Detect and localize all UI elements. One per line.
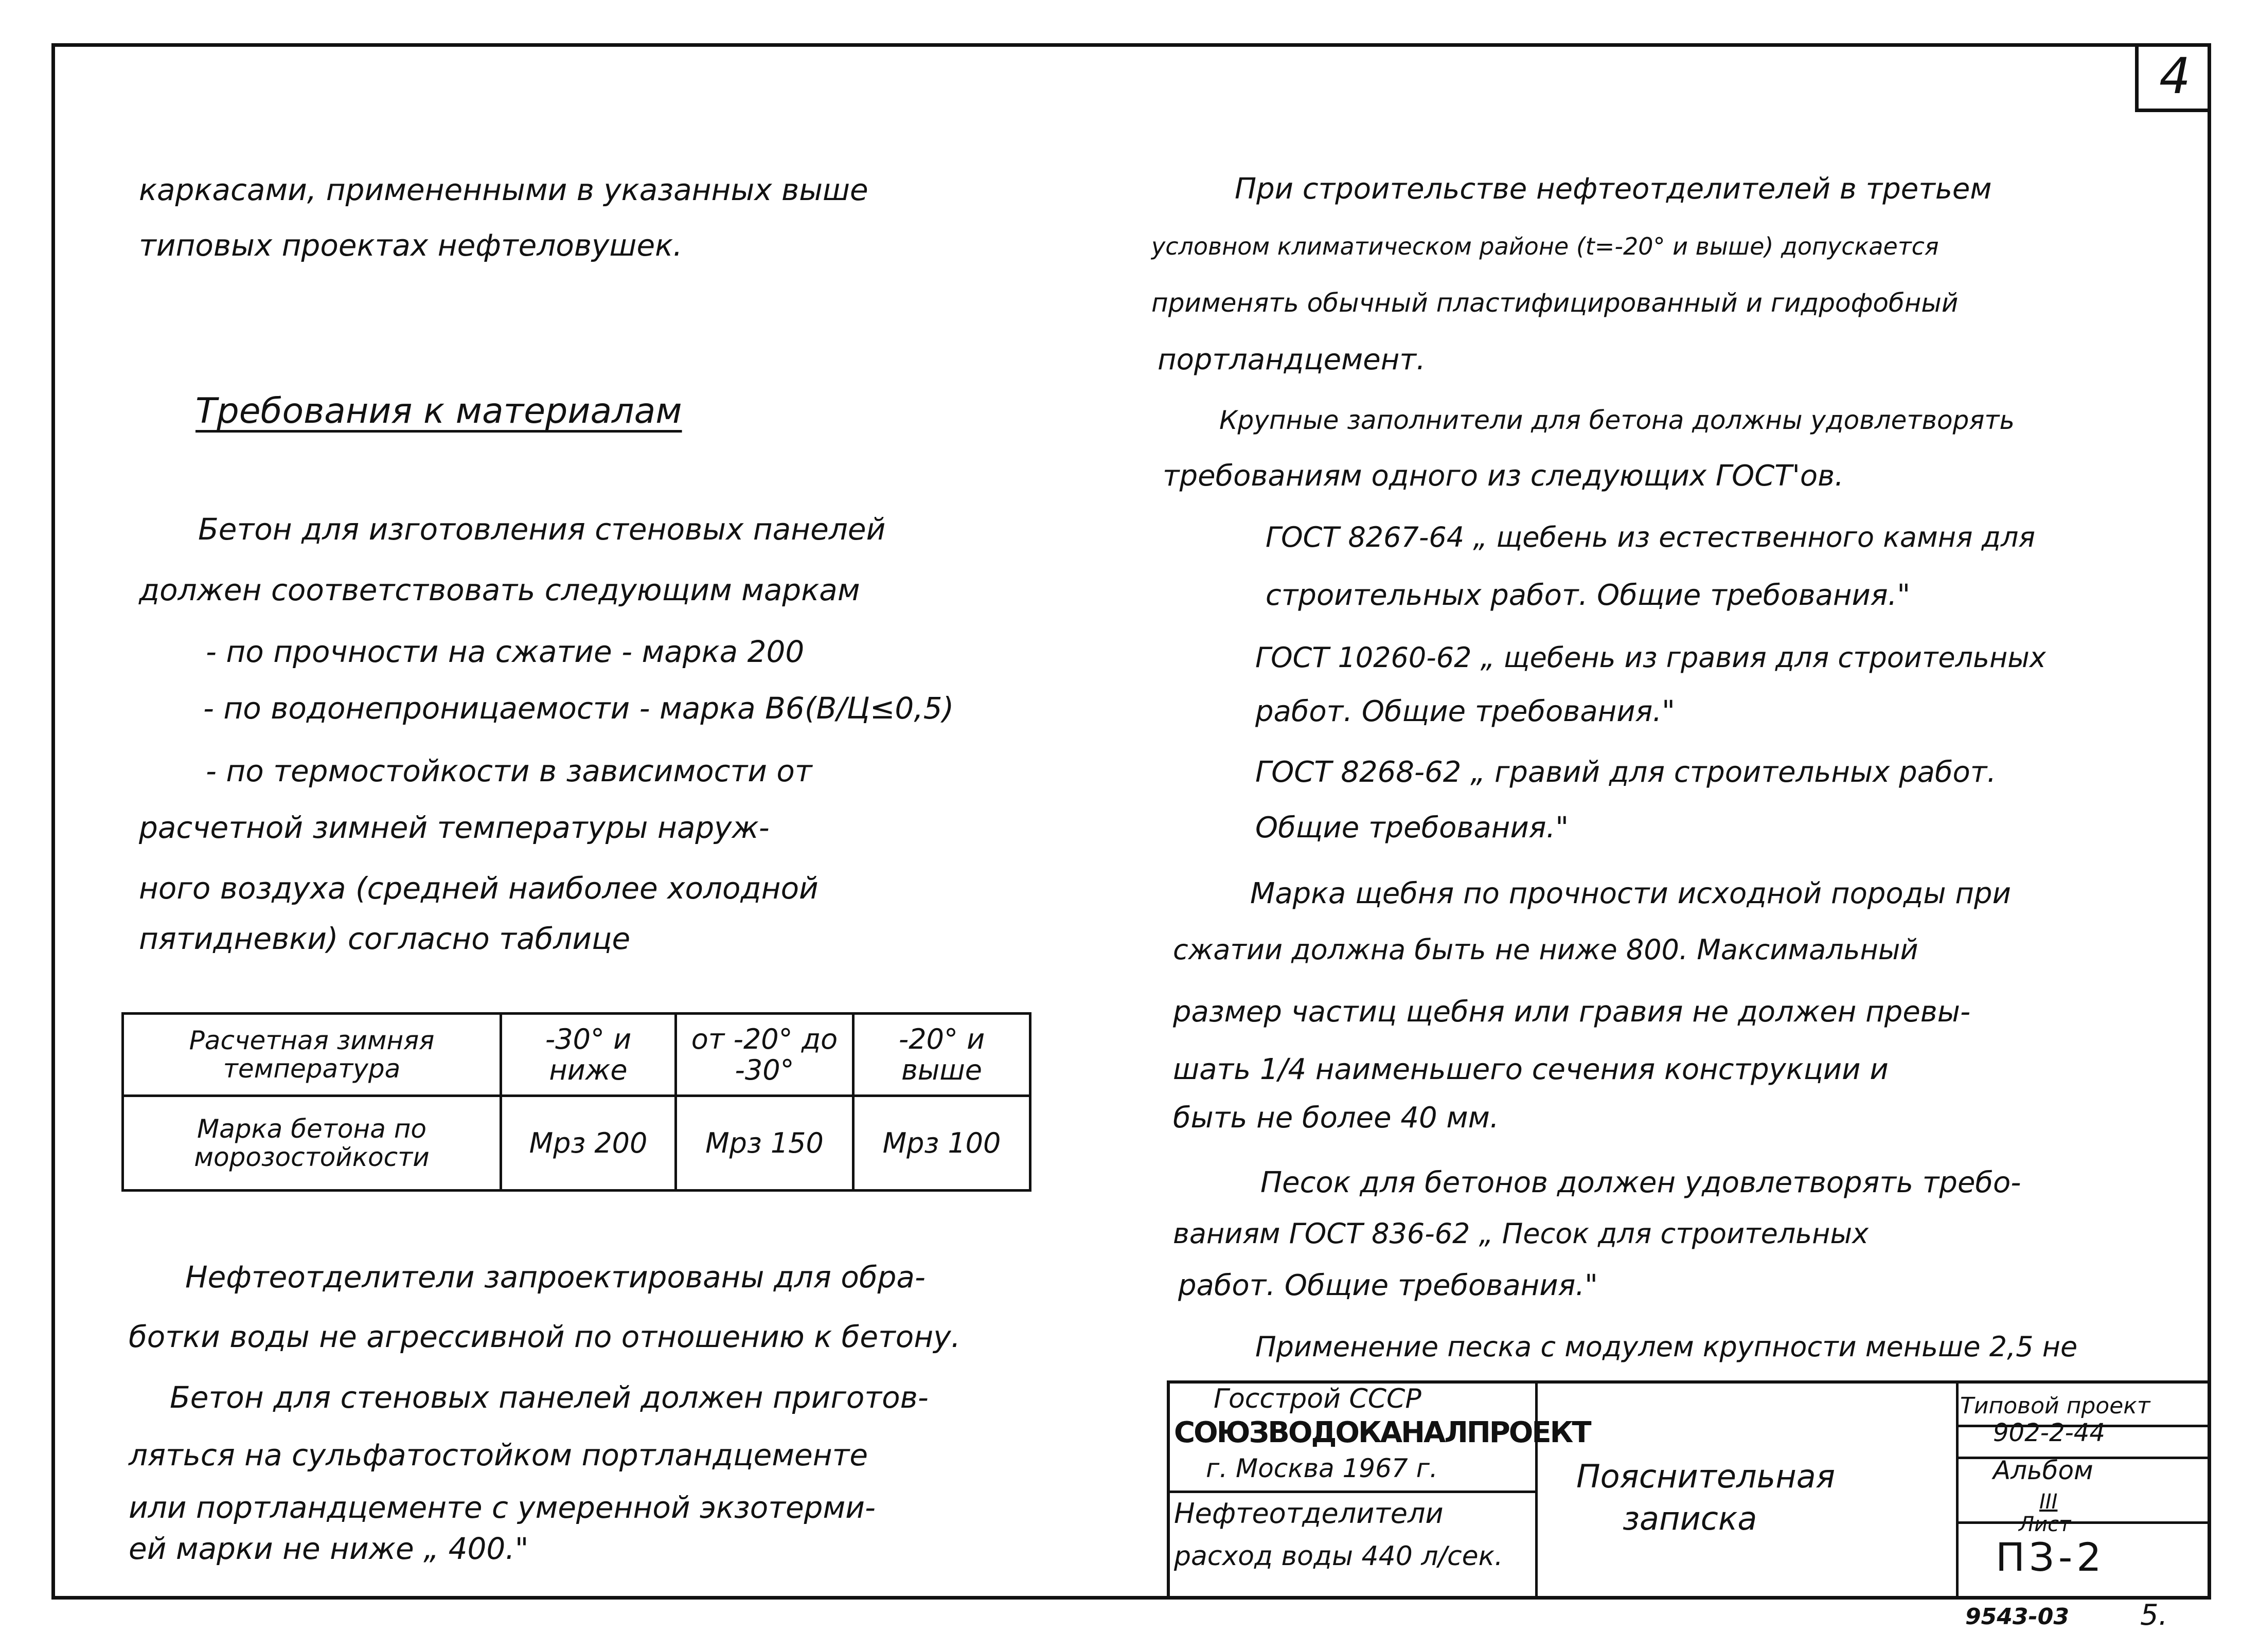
table-row: [123, 1014, 1030, 1096]
after-table-line-1: Нефтеотделители запроектированы для обра-: [185, 1260, 926, 1295]
intro-line-1: каркасами, примененными в указанных выше: [139, 172, 868, 207]
right-line-12: Общие требования.": [1255, 811, 1569, 845]
title-block-divider: [1170, 1491, 1535, 1493]
right-line-9: ГОСТ 10260-62 „ щебень из гравия для строительных: [1255, 641, 2046, 674]
right-line-13: Марка щебня по прочности исходной породы при: [1250, 877, 2011, 910]
right-line-11: ГОСТ 8268-62 „ гравий для строительных работ.: [1255, 756, 1997, 789]
object-line-2: расход воды 440 л/сек.: [1174, 1541, 1503, 1572]
table-cell: Мрз 150: [676, 1096, 853, 1191]
right-line-14: сжатии должна быть не ниже 800. Максимальный: [1173, 933, 1918, 966]
title-block-divider: [1956, 1521, 2211, 1524]
right-line-4: портландцемент.: [1158, 343, 1426, 376]
right-line-3: применять обычный пластифицированный и гидрофобный: [1151, 288, 1959, 318]
right-line-10: работ. Общие требования.": [1255, 695, 1675, 728]
right-line-16: шать 1/4 наименьшего сечения конструкции и: [1173, 1053, 1889, 1086]
sheet-label: Лист: [2019, 1513, 2071, 1536]
right-line-6: требованиям одного из следующих ГОСТ'ов.: [1163, 459, 1844, 493]
after-table-line-2: ботки воды не агрессивной по отношению к бетону.: [129, 1319, 960, 1354]
concrete-line-6: расчетной зимней температуры наруж-: [139, 810, 770, 845]
after-table-line-5: или портландцементе с умеренной экзотерми-: [129, 1490, 876, 1525]
inventory-number: 9543-03: [1965, 1604, 2069, 1630]
right-line-7: ГОСТ 8267-64 „ щебень из естественного камня для: [1266, 521, 2035, 553]
right-line-8: строительных работ. Общие требования.": [1266, 579, 1911, 612]
right-line-15: размер частиц щебня или гравия не должен превы-: [1173, 995, 1971, 1029]
right-line-5: Крупные заполнители для бетона должны удовлетворять: [1219, 405, 2015, 435]
table-cell: Мрз 200: [501, 1096, 676, 1191]
concrete-line-3: - по прочности на сжатие - марка 200: [206, 634, 805, 669]
page-number: 5.: [2140, 1599, 2168, 1632]
table-cell: от -20° до -30°: [676, 1014, 853, 1096]
table-row: [123, 1096, 1030, 1191]
right-line-2: условном климатическом районе (t=-20° и выше) допускается: [1151, 232, 1939, 260]
table-cell: -20° и выше: [853, 1014, 1030, 1096]
doc-title-2: записка: [1623, 1500, 1757, 1537]
title-block: [1167, 1380, 2211, 1600]
right-line-21: Применение песка с модулем крупности меньше 2,5 не: [1255, 1331, 2078, 1363]
institute-name: СОЮЗВОДОКАНАЛПРОЕКТ: [1174, 1416, 1590, 1449]
after-table-line-4: ляться на сульфатостойком портландцементе: [129, 1438, 868, 1473]
city-year: г. Москва 1967 г.: [1206, 1453, 1438, 1483]
sheet-number: 4: [2135, 43, 2211, 112]
org-name: Госстрой СССР: [1214, 1384, 1421, 1414]
sheet-code: ПЗ-2: [1996, 1534, 2106, 1580]
frost-resistance-table: [121, 1012, 1031, 1192]
concrete-line-5: - по термостойкости в зависимости от: [206, 753, 812, 788]
doc-title-1: Пояснительная: [1576, 1458, 1836, 1495]
after-table-line-6: ей марки не ниже „ 400.": [129, 1531, 529, 1566]
after-table-line-3: Бетон для стеновых панелей должен приготов-: [170, 1380, 929, 1415]
object-line-1: Нефтеотделители: [1174, 1497, 1444, 1530]
table-cell: Мрз 100: [853, 1096, 1030, 1191]
project-number: 902-2-44: [1993, 1418, 2105, 1447]
section-heading: Требования к материалам: [195, 391, 682, 432]
right-line-18: Песок для бетонов должен удовлетворять требо-: [1260, 1166, 2021, 1199]
album-label: Альбом: [1993, 1456, 2093, 1485]
title-block-divider: [1956, 1384, 1959, 1600]
concrete-line-4: - по водонепроницаемости - марка В6(В/Ц≤0,5): [203, 691, 954, 726]
right-line-17: быть не более 40 мм.: [1173, 1101, 1499, 1135]
project-label: Типовой проект: [1960, 1393, 2150, 1419]
right-line-19: ваниям ГОСТ 836-62 „ Песок для строительных: [1173, 1217, 1869, 1250]
album-number: III: [2039, 1490, 2058, 1514]
concrete-line-8: пятидневки) согласно таблице: [139, 921, 631, 956]
right-line-1: При строительстве нефтеотделителей в третьем: [1235, 172, 1992, 206]
concrete-line-7: ного воздуха (средней наиболее холодной: [139, 871, 818, 906]
concrete-line-1: Бетон для изготовления стеновых панелей: [198, 512, 886, 547]
concrete-line-2: должен соответствовать следующим маркам: [139, 572, 860, 607]
table-cell: Расчетная зимняя температура: [123, 1014, 501, 1096]
table-cell: -30° и ниже: [501, 1014, 676, 1096]
intro-line-2: типовых проектах нефтеловушек.: [139, 228, 683, 263]
table-cell: Марка бетона по морозостойкости: [123, 1096, 501, 1191]
right-line-20: работ. Общие требования.": [1178, 1269, 1598, 1302]
